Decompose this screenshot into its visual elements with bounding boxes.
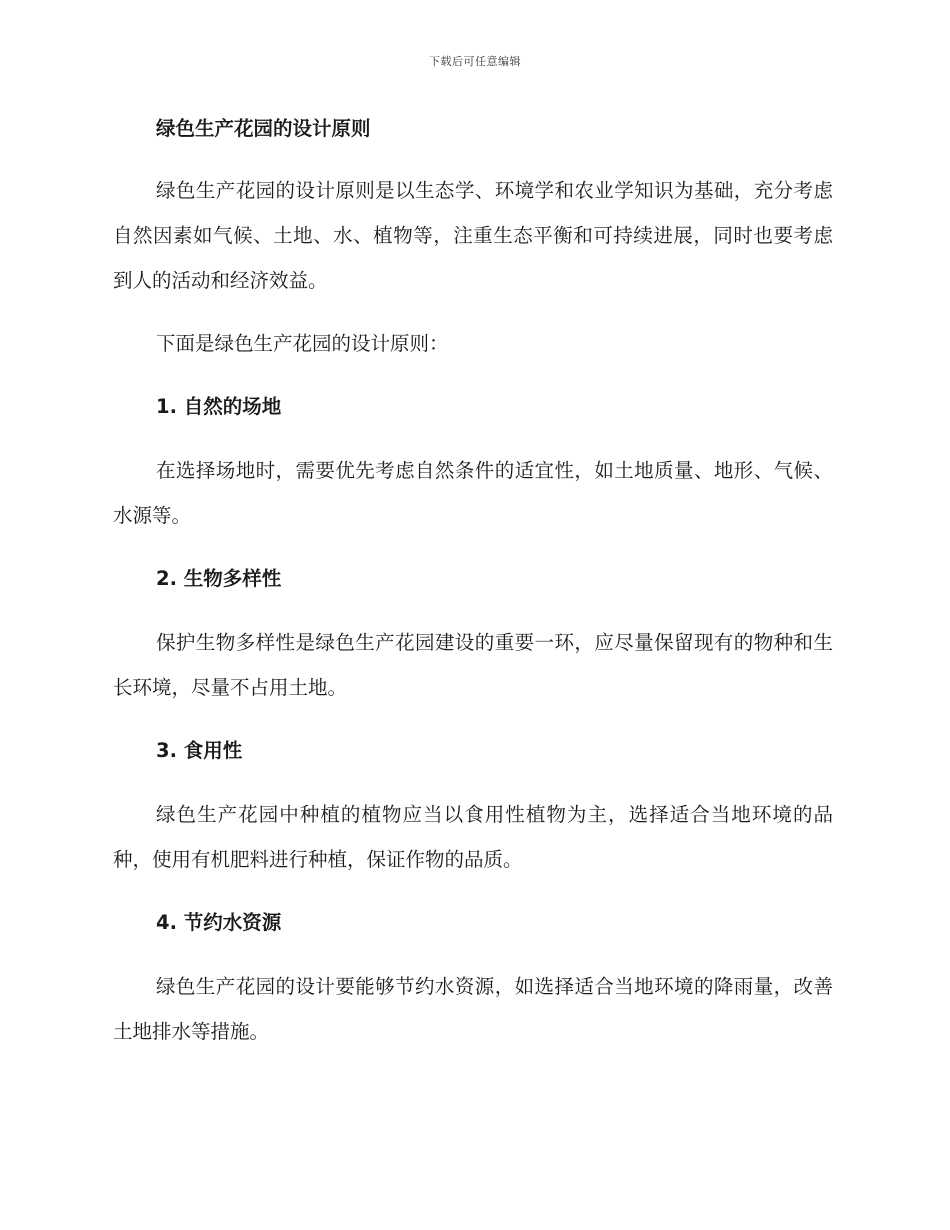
section-heading-water-saving: 4. 节约水资源 — [156, 911, 282, 934]
section-body-edibility: 绿色生产花园中种植的植物应当以食用性植物为主，选择适合当地环境的品种，使用有机肥料进行种植，保证作物的品质。 — [113, 803, 833, 871]
section-body-biodiversity: 保护生物多样性是绿色生产花园建设的重要一环，应尽量保留现有的物种和生长环境，尽量不占用土地。 — [113, 631, 833, 699]
section-heading-natural-site: 1. 自然的场地 — [156, 395, 282, 418]
section-body-natural-site: 在选择场地时，需要优先考虑自然条件的适宜性，如土地质量、地形、气候、水源等。 — [113, 459, 833, 527]
document-title: 绿色生产花园的设计原则 — [156, 117, 371, 140]
section-heading-biodiversity: 2. 生物多样性 — [156, 567, 282, 590]
page-header-note: 下载后可任意编辑 — [429, 55, 521, 68]
section-body-water-saving: 绿色生产花园的设计要能够节约水资源，如选择适合当地环境的降雨量，改善土地排水等措施。 — [113, 975, 833, 1043]
lead-paragraph: 下面是绿色生产花园的设计原则： — [156, 332, 449, 355]
intro-paragraph: 绿色生产花园的设计原则是以生态学、环境学和农业学知识为基础，充分考虑自然因素如气候、土地、水、植物等，注重生态平衡和可持续进展，同时也要考虑到人的活动和经济效益。 — [113, 179, 833, 292]
section-heading-edibility: 3. 食用性 — [156, 739, 243, 762]
document-body — [113, 112, 833, 1054]
